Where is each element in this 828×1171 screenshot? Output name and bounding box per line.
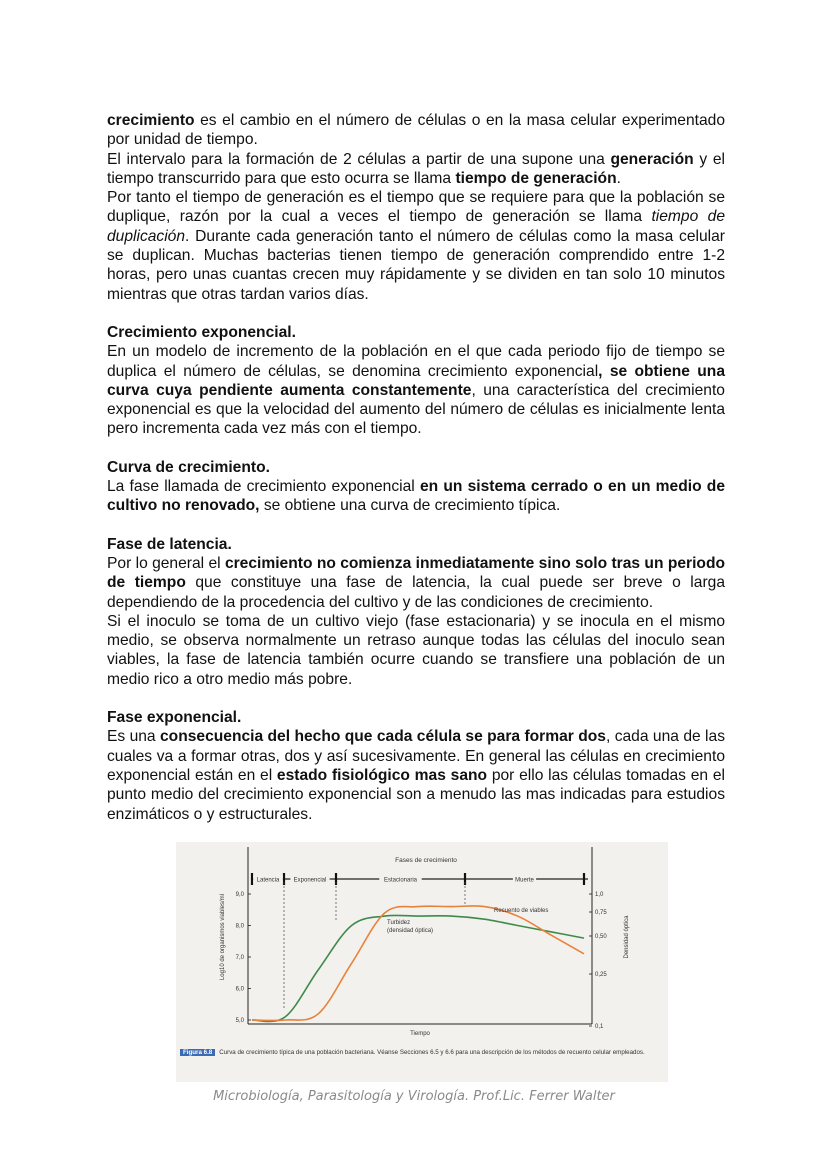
- y-right-tick-label: 0,1: [595, 1024, 604, 1030]
- turbidity-curve-sublabel: (densidad óptica): [387, 928, 434, 934]
- y-right-label: Densidad óptica: [624, 915, 630, 959]
- heading-exponential-growth: Crecimiento exponencial.: [107, 323, 296, 341]
- figure-tag: Figura 6.8: [180, 1049, 215, 1056]
- y-left-label: Log10 de organismos viables/ml: [220, 893, 226, 981]
- heading-growth-curve: Curva de crecimiento.: [107, 458, 270, 476]
- phase-label: Muerte: [515, 877, 534, 884]
- paragraph-exponential-phase: Es una consecuencia del hecho que cada célula se para formar dos, cada una de las cuales va a formar otras, dos y así sucesivamente. En general las células en crecimiento exponencial están en el estado fisiológico mas sano por ello las células tomadas en el punto medio del crecimiento exponencial son a menudo las mas indicadas para estudios enzimáticos o y estructurales.: [107, 728, 725, 823]
- document-body: [107, 111, 725, 824]
- phase-label: Estacionaria: [383, 877, 418, 884]
- paragraph-lag-phase-2: Si el inoculo se toma de un cultivo viejo (fase estacionaria) y se inocula en el mismo medio, se observa normalmente un retraso aunque todas las células del inoculo sean viables, la fase de latencia también ocurre cuando se transfiere una población de un medio rico a otro medio más pobre.: [107, 612, 725, 688]
- paragraph-lag-phase: Por lo general el crecimiento no comienza inmediatamente sino solo tras un periodo de tiempo que constituye una fase de latencia, la cual puede ser breve o larga dependiendo de la procedencia del cultivo y de las condiciones de crecimiento.: [107, 554, 725, 611]
- y-left-tick-label: 5,0: [235, 1018, 244, 1024]
- paragraph-growth-curve: La fase llamada de crecimiento exponencial en un sistema cerrado o en un medio de cultivo no renovado, se obtiene una curva de crecimiento típica.: [107, 478, 725, 515]
- growth-curve-figure: [176, 842, 668, 1082]
- figure-caption: [180, 1049, 666, 1057]
- growth-curve-chart: [176, 842, 668, 1047]
- footer-credit: Microbiología, Parasitología y Virología. Prof.Lic. Ferrer Walter: [213, 1089, 615, 1104]
- y-left-tick-label: 8,0: [235, 923, 244, 930]
- heading-lag-phase: Fase de latencia.: [107, 535, 232, 553]
- y-right-tick-label: 1,0: [595, 892, 604, 898]
- viable-curve-label: Recuento de viables: [494, 908, 549, 914]
- paragraph-definition: crecimiento es el cambio en el número de células o en la masa celular experimentado por unidad de tiempo.: [107, 112, 725, 149]
- x-label: Tiempo: [410, 1031, 430, 1037]
- phase-label: Latencia: [256, 877, 280, 884]
- y-left-tick-label: 6,0: [235, 986, 244, 993]
- paragraph-doubling: Por tanto el tiempo de generación es el tiempo que se requiere para que la población se duplique, razón por la cual a veces el tiempo de generación se llama tiempo de duplicación. Durante cada generación tanto el número de células como la masa celular se duplican. Muchas bacterias tienen tiempo de generación comprendido entre 1-2 horas, pero unas cuantas crecen muy rápidamente y se dividen en tan solo 10 minutos mientras que otras tardan varios días.: [107, 189, 726, 303]
- y-right-tick-label: 0,50: [595, 934, 607, 940]
- turbidity-curve-label: Turbidez: [387, 920, 411, 926]
- y-left-tick-label: 7,0: [235, 955, 244, 961]
- caption-text: Curva de crecimiento típica de una población bacteriana. Véanse Secciones 6.5 y 6.6 para una descripción de los métodos de recuento celular empleados.: [219, 1049, 645, 1056]
- heading-exponential-phase: Fase exponencial.: [107, 709, 242, 727]
- y-right-tick-label: 0,75: [595, 910, 607, 916]
- y-left-tick-label: 9,0: [235, 892, 244, 898]
- paragraph-generation: El intervalo para la formación de 2 células a partir de una supone una generación y el tiempo transcurrido para que esto ocurra se llama tiempo de generación.: [107, 150, 725, 187]
- phase-label: Exponencial: [293, 877, 327, 884]
- viable-count-curve: [252, 906, 584, 1021]
- y-right-tick-label: 0,25: [595, 972, 607, 978]
- phases-title: Fases de crecimiento: [395, 857, 457, 864]
- paragraph-exponential-growth: En un modelo de incremento de la población en el que cada periodo fijo de tiempo se duplica el número de células, se denomina crecimiento exponencial, se obtiene una curva cuya pendiente aumenta constantemente, una característica del crecimiento exponencial es que la velocidad del aumento del número de células es inicialmente lenta pero incrementa cada vez más con el tiempo.: [107, 343, 725, 438]
